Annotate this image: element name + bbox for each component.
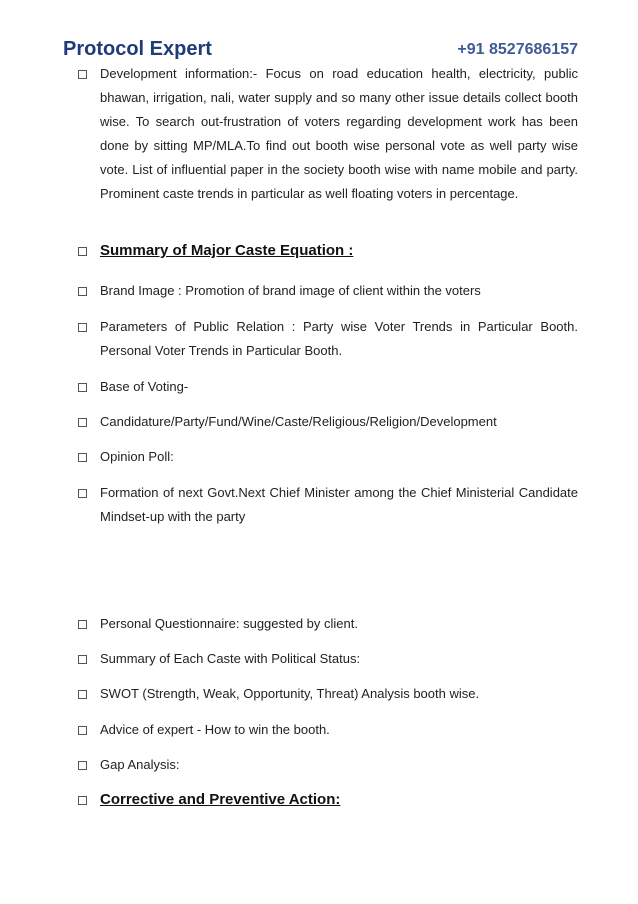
checkbox-bullet-icon xyxy=(78,453,87,462)
checkbox-bullet-icon xyxy=(78,489,87,498)
list-item-personal-questionnaire: Personal Questionnaire: suggested by client. xyxy=(100,616,358,631)
list-item-development-information: Development information:- Focus on road education health, electricity, public bhawan, irrigation, nali, water supply and so many other issue details collect booth wise. To search out-frustration of voters regarding development work has been done by sitting MP/MLA.To find out booth wise personal vote as well party wise vote. List of influential paper in the society booth wise with name mobile and party. Prominent caste trends in particular as well floating voters in percentage. xyxy=(100,66,578,201)
checkbox-bullet-icon xyxy=(78,70,87,79)
list-item-gap-analysis: Gap Analysis: xyxy=(100,757,180,772)
checkbox-bullet-icon xyxy=(78,287,87,296)
checkbox-bullet-icon xyxy=(78,761,87,770)
list-item-expert-advice: Advice of expert - How to win the booth. xyxy=(100,722,330,737)
checkbox-bullet-icon xyxy=(78,690,87,699)
company-title: Protocol Expert xyxy=(63,38,212,60)
checkbox-bullet-icon xyxy=(78,383,87,392)
phone-number: +91 8527686157 xyxy=(457,41,578,58)
heading-major-caste-equation: Summary of Major Caste Equation : xyxy=(100,242,354,259)
list-item-opinion-poll: Opinion Poll: xyxy=(100,449,174,464)
checkbox-bullet-icon xyxy=(78,655,87,664)
checkbox-bullet-icon xyxy=(78,247,87,256)
list-item-formation-govt: Formation of next Govt.Next Chief Minister among the Chief Ministerial Candidate Mindset-up with the party xyxy=(100,485,578,524)
list-item-candidature: Candidature/Party/Fund/Wine/Caste/Religious/Religion/Development xyxy=(100,414,497,429)
list-item-brand-image: Brand Image : Promotion of brand image of client within the voters xyxy=(100,283,481,298)
list-item-public-relation: Parameters of Public Relation : Party wise Voter Trends in Particular Booth. Personal Voter Trends in Particular Booth. xyxy=(100,319,578,358)
list-item-caste-summary: Summary of Each Caste with Political Status: xyxy=(100,651,361,666)
checkbox-bullet-icon xyxy=(78,620,87,629)
checkbox-bullet-icon xyxy=(78,796,87,805)
page-header xyxy=(63,38,578,64)
list-item-base-of-voting: Base of Voting- xyxy=(100,379,189,394)
list-item-swot-analysis: SWOT (Strength, Weak, Opportunity, Threat) Analysis booth wise. xyxy=(100,686,480,701)
checkbox-bullet-icon xyxy=(78,418,87,427)
checkbox-bullet-icon xyxy=(78,726,87,735)
checkbox-bullet-icon xyxy=(78,323,87,332)
heading-corrective-preventive-action: Corrective and Preventive Action: xyxy=(100,791,341,808)
